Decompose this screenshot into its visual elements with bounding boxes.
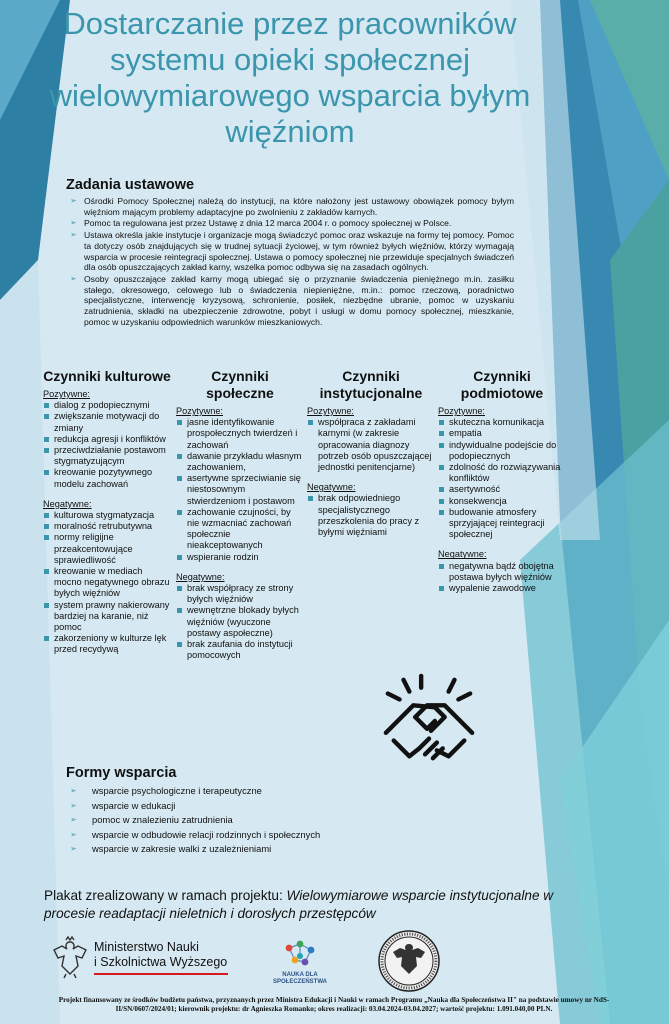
list-item: ➢ wsparcie w zakresie walki z uzależnieniami [70,842,400,857]
column-social [176,368,304,670]
list-item: ➢ Ustawa określa jakie instytucje i organizacje mogą świadczyć pomoc oraz wskazuje na formy tej pomocy. Pomoc ta dotyczy osób znajdujących się w trudnej sytuacji życiowej, w tym również byłych więźniów, którzy wymagają wsparcia w procesie reintegracji społecznej. Ustawa o pomocy społecznej nie przewiduje specjalnych świadczeń dla osób opuszczających zakład karny, wszelka pomoc odbywa się na zasadach ogólnych. [70,230,514,273]
footer-text: Projekt finansowany ze środków budżetu państwa, przyznanych przez Ministra Edukacji i Nauki w ramach Programu „Nauka dla Społeczeństwa II" na podstawie umowy nr NdS-II/SN/0607/2024/01; kierownik projektu: dr Agnieszka Romanko; okres realizacji: 03.04.2024-03.04.2027; wartość projektu: 1.091.040,00 PLN. [58,996,610,1013]
negative-label: Negatywne: [176,571,225,582]
project-prefix: Plakat zrealizowany w ramach projektu: [44,888,287,903]
nauka-dots-icon [283,938,317,970]
list-item: system prawny nakierowany bardziej na karanie, niż pomoc [43,600,171,634]
positive-label: Pozytywne: [438,406,485,416]
negative-label: Negatywne: [43,498,92,509]
list-item: konsekwencja [438,496,566,507]
list-item: brak współpracy ze strony byłych więźniów [176,583,304,605]
list-item: asertywne sprzeciwianie się niestosownym stwierdzeniom i postawom [176,473,304,507]
negative-label: Negatywne: [307,482,356,493]
list-item: negatywna bądź obojętna postawa byłych więźniów [438,561,566,583]
list-item: ➢ pomoc w znalezieniu zatrudnienia [70,813,400,828]
list-item: brak odpowiedniego specjalistycznego przeszkolenia do pracy z byłymi więźniami [307,493,435,538]
list-item: normy religijne przeakcentowujące sprawiedliwość [43,532,171,566]
column-institutional [307,368,435,547]
eagle-emblem-icon [50,936,90,980]
positive-list [307,417,435,473]
positive-label: Pozytywne: [307,406,354,416]
list-item: dialog z podopiecznymi [43,400,171,411]
list-item: zwiększanie motywacji do zmiany [43,411,171,433]
list-item: przeciwdziałanie postawom stygmatyzującym [43,445,171,467]
negative-list [176,583,304,661]
list-item: współpraca z zakładami karnymi (w zakresie opracowania diagnozy potrzeb osób opuszczającej jednostki penitencjarne) [307,417,435,473]
list-item: kulturowa stygmatyzacja [43,510,171,521]
negative-list [438,561,566,595]
list-item: indywidualne podejście do podopiecznych [438,440,566,462]
list-item: ➢ Ośrodki Pomocy Społecznej należą do instytucji, na które nałożony jest ustawowy obowiązek pomocy byłym więźniom mającym problemy adaptacyjne po zwolnieniu z zakładów karnych. [70,196,514,217]
list-item: ➢ wsparcie psychologiczne i terapeutyczne [70,784,400,799]
ministry-logo-text [94,940,227,970]
column-title: Czynniki instytucjonalne [319,368,423,401]
list-item: kreowanie w mediach mocno negatywnego obrazu byłych więźniów [43,566,171,600]
negative-list [307,493,435,538]
list-item: zdolność do rozwiązywania konfliktów [438,462,566,484]
ministry-line2: i Szkolnictwa Wyższego [94,955,228,969]
list-item: moralność retrubutywna [43,521,171,532]
list-item: skuteczna komunikacja [438,417,566,428]
tasks-list [70,196,514,328]
page-title: Dostarczanie przez pracowników systemu opieki społecznej wielowymiarowego wsparcia byłym więźniom [49,6,531,149]
negative-label: Negatywne: [438,549,487,560]
column-cultural [43,368,171,665]
list-item: wspieranie rodzin [176,552,304,563]
list-item: empatia [438,428,566,439]
list-item: ➢ wsparcie w odbudowie relacji rodzinnych i społecznych [70,828,400,843]
tasks-heading: Zadania ustawowe [66,177,195,193]
column-title: Czynniki społeczne [206,368,274,401]
positive-list [43,400,171,490]
list-item: redukcja agresji i konfliktów [43,434,171,445]
ministry-line1: Ministerstwo Nauki [94,940,199,954]
list-item: dawanie przykładu własnym zachowaniem, [176,451,304,473]
list-item: wypalenie zawodowe [438,583,566,594]
column-subjective [438,368,566,603]
list-item: brak zaufania do instytucji pomocowych [176,639,304,661]
handshake-icon [380,672,478,770]
list-item: ➢ Osoby opuszczające zakład karny mogą ubiegać się o przyznanie świadczenia pieniężnego m.in. zasiłku stałego, okresowego, celowego lub o świadczenia niepieniężne, m.in.: pomoc rzeczową, poradnictwo specjalistyczne, interwencję kryzysową, schronienie, posiłek, niezbędne ubranie, pomoc w uzyskaniu zatrudnienia, składki na ubezpieczenie zdrowotne, pobyt i usługi w domu pomocy społecznej, mieszkanie, pomoc w uzyskaniu odpowiednich warunków mieszkaniowych. [70,274,514,328]
positive-list [438,417,566,540]
negative-list [43,510,171,656]
column-title: Czynniki kulturowe [43,368,171,384]
list-item: asertywność [438,484,566,495]
list-item: ➢ Pomoc ta regulowana jest przez Ustawę z dnia 12 marca 2004 r. o pomocy społecznej w Polsce. [70,218,514,229]
nauka-logo-text: NAUKA DLA SPOŁECZEŃSTWA [272,972,327,985]
positive-label: Pozytywne: [176,406,223,416]
positive-list [176,417,304,563]
list-item: jasne identyfikowanie prospołecznych twierdzeń i zachowań [176,417,304,451]
university-seal-icon [378,930,440,992]
positive-label: Pozytywne: [43,389,90,399]
ministry-red-line [94,973,228,975]
list-item: budowanie atmosfery sprzyjającej reintegracji społecznej [438,507,566,541]
forms-heading: Formy wsparcia [66,765,177,781]
list-item: zakorzeniony w kulturze lęk przed recydywą [43,633,171,655]
project-name: Wielowymiarowe wsparcie instytucjonalne w procesie readaptacji nieletnich i dorosłych przestępców [44,888,554,921]
forms-list [70,784,400,857]
list-item: kreowanie pozytywnego modelu zachowań [43,467,171,489]
column-title: Czynniki podmiotowe [460,368,544,401]
list-item: zachowanie czujności, by nie wzmacniać zachowań społecznie nieakceptowanych [176,507,304,552]
list-item: wewnętrzne blokady byłych więźniów (wyuczone postawy aspołeczne) [176,605,304,639]
project-note [44,887,584,923]
list-item: ➢ wsparcie w edukacji [70,799,400,814]
